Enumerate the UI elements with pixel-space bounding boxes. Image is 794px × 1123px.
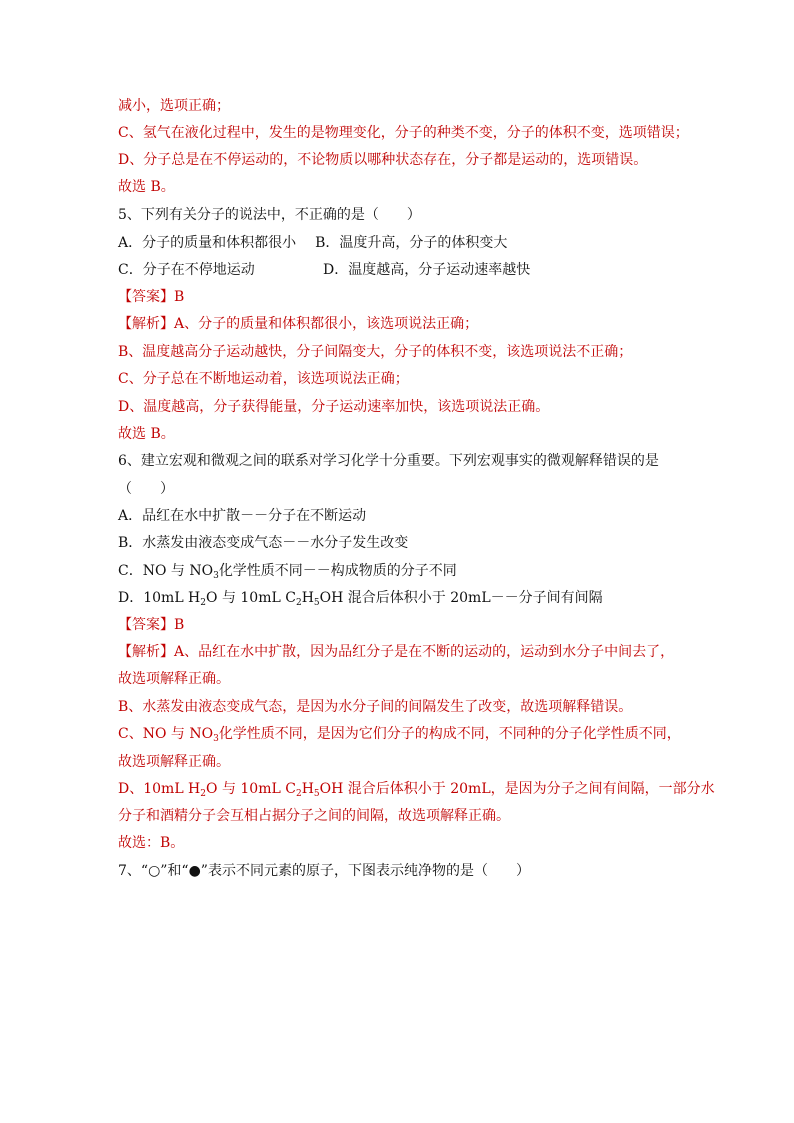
q6-stem: 6、建立宏观和微观之间的联系对学习化学十分重要。下列宏观事实的微观解释错误的是: [118, 453, 659, 469]
q5-option-a: A．分子的质量和体积都很小: [118, 235, 297, 251]
q5-analysis-d: D、温度越高，分子获得能量，分子运动速率加快，该选项说法正确。: [118, 399, 550, 415]
analysis-text: C、NO 与 NO: [118, 726, 214, 742]
prev-explanation-conclusion: 故选 B。: [118, 179, 175, 195]
q5-conclusion: 故选 B。: [118, 426, 175, 442]
prev-explanation-line-d: D、分子总是在不停运动的，不论物质以哪种状态存在，分子都是运动的，选项错误。: [118, 152, 648, 168]
q5-option-d: D．温度越高，分子运动速率越快: [323, 262, 531, 278]
q5-analysis-c: C、分子总在不断地运动着，该选项说法正确；: [118, 371, 409, 387]
subscript: 5: [313, 598, 320, 608]
q5-stem: 5、下列有关分子的说法中，不正确的是（ ）: [118, 207, 421, 223]
q7-stem: 7、“○”和“●”表示不同元素的原子，下图表示纯净物的是（ ）: [118, 863, 530, 879]
q5-analysis-b: B、温度越高分子运动越快，分子间隔变大，分子的体积不变，该选项说法不正确；: [118, 344, 633, 360]
q6-option-d: [118, 588, 603, 608]
analysis-text: 化学性质不同，是因为它们分子的构成不同，不同种的分子化学性质不同，: [218, 726, 681, 742]
q6-analysis-b: B、水蒸发由液态变成气态，是因为水分子间的间隔发生了改变，故选项解释错误。: [118, 699, 633, 715]
option-text: D．10mL H: [118, 590, 201, 606]
option-text: C．NO 与 NO: [118, 563, 214, 579]
answer-tag: 【答案】: [118, 289, 174, 305]
analysis-text: A、品红在水中扩散，因为品红分子是在不断的运动的，运动到水分子中间去了，: [174, 644, 675, 660]
q6-stem-bracket: （ ）: [118, 481, 174, 497]
q6-answer: [118, 615, 184, 635]
analysis-text: D、10mL H: [118, 781, 201, 797]
q5-options-row-2: [118, 260, 255, 280]
q6-conclusion: 故选：B。: [118, 835, 185, 851]
q6-option-b: B．水蒸发由液态变成气态－－水分子发生改变: [118, 535, 409, 551]
answer-tag: 【答案】: [118, 617, 174, 633]
analysis-text: OH 混合后体积小于 20mL，是因为分子之间有间隔，一部分水: [319, 781, 715, 797]
q5-option-c: C．分子在不停地运动: [118, 262, 255, 278]
subscript: 3: [213, 734, 219, 744]
q5-answer: [118, 287, 184, 307]
q6-analysis-a2: 故选项解释正确。: [118, 671, 230, 687]
prev-explanation-line-c: C、氢气在液化过程中，发生的是物理变化，分子的种类不变，分子的体积不变，选项错误；: [118, 125, 689, 141]
q6-option-a: A．品红在水中扩散－－分子在不断运动: [118, 508, 367, 524]
subscript: 2: [200, 789, 207, 799]
analysis-text: H: [301, 781, 314, 797]
subscript: 2: [295, 789, 302, 799]
q6-analysis-d2: 分子和酒精分子会互相占据分子之间的间隔，故选项解释正确。: [118, 808, 510, 824]
subscript: 2: [200, 598, 207, 608]
q6-analysis-c1: [118, 724, 681, 744]
q6-analysis-c2: 故选项解释正确。: [118, 754, 230, 770]
analysis-text: A、分子的质量和体积都很小，该选项说法正确；: [174, 316, 479, 332]
prev-explanation-line-a: 减小，选项正确；: [118, 98, 230, 114]
analysis-text: O 与 10mL C: [206, 781, 296, 797]
option-text: H: [301, 590, 314, 606]
answer-value: B: [174, 289, 185, 305]
analysis-tag: 【解析】: [118, 644, 174, 660]
option-text: OH 混合后体积小于 20mL－－分子间有间隔: [319, 590, 603, 606]
q6-analysis-d1: [118, 779, 715, 799]
q5-options-row-1: [118, 233, 507, 253]
subscript: 2: [295, 598, 302, 608]
q6-option-c: [118, 561, 457, 581]
analysis-tag: 【解析】: [118, 316, 174, 332]
q5-option-b: B．温度升高，分子的体积变大: [315, 235, 508, 251]
q6-analysis-a1: [118, 642, 674, 662]
subscript: 3: [213, 571, 219, 581]
q5-analysis-a: [118, 314, 478, 334]
answer-value: B: [174, 617, 185, 633]
subscript: 5: [313, 789, 320, 799]
option-text: O 与 10mL C: [206, 590, 296, 606]
option-text: 化学性质不同－－构成物质的分子不同: [218, 563, 457, 579]
